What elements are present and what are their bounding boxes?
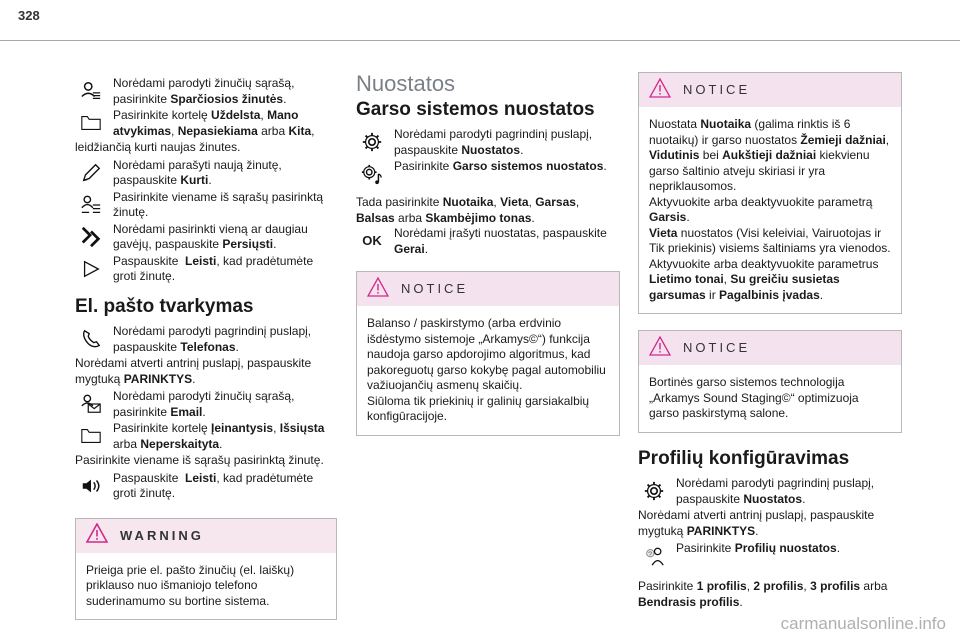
section-title: Nuostatos (356, 71, 456, 96)
instruction-step (75, 254, 337, 285)
column-right (638, 72, 902, 610)
step-text: Norėdami parodyti pagrindinį puslapį, paspauskite Nuostatos. (394, 127, 593, 157)
step-text: Pasirinkite kortelę Įeinantysis, Išsiųsta arba Neperskaityta. (113, 421, 325, 451)
notice-icon (649, 78, 671, 103)
warning-box (75, 518, 337, 621)
warning-text: Prieiga prie el. pašto žinučių (el. laiškų) priklauso nuo išmaniojo telefono suderinamumo su bortine sistema. (86, 562, 295, 608)
tab-icon (75, 108, 107, 138)
text-line: Pasirinkite viename iš sąrašų pasirinktą žinutę. (75, 453, 324, 467)
notice-box (356, 271, 620, 436)
step-text: Pasirinkite Profilių nuostatos. (676, 541, 841, 555)
speaker-icon (75, 471, 107, 501)
instruction-step (356, 159, 620, 189)
notice-label: NOTICE (683, 82, 751, 98)
instruction-step (75, 389, 337, 420)
notice-text: Nuostata Nuotaika (galima rinktis iš 6 nuotaikų) ir garso nuostatos Žemieji dažniai, Vidutinis bei Aukštieji dažniai kiekvienu garso šaltinio atveju skiriasi ir yra nepriklausomos. Aktyvuokite arba deaktyvuokite parametrą Garsis. Vieta nuostatos (Visi keleiviai, Vairuotojas ir Tik priekinis) visiems šaltiniams yra vienodos. Aktyvuokite arba deaktyvuokite parametrus Lietimo tonai, Su greičiu susietas garsumas ir Pagalbinis įvadas. (649, 117, 891, 302)
profiles-icon (638, 541, 670, 571)
step-text: Paspauskite Leisti, kad pradėtumėte groti žinutę. (113, 253, 314, 283)
text-line: Norėdami atverti antrinį puslapį, paspauskite mygtuką PARINKTYS. (638, 508, 875, 538)
instruction-step (356, 127, 620, 158)
notice-text: Balanso / paskirstymo (arba erdvinio išdėstymo sistemoje „Arkamys©“) funkcija naudoja garso apdorojimo algoritmus, kad pakoreguotų garso kokybę pagal automobiliu važiuojančių asmenų skaičių. Siūloma tik priekinių ir galinių garsiakalbių konfigūracijoje. (367, 316, 606, 423)
heading-profiles: Profilių konfigūravimas (638, 447, 850, 469)
notice-box-mood (638, 72, 902, 314)
instruction-step (638, 476, 902, 507)
step-text: Norėdami parodyti žinučių sąrašą, pasirinkite Email. (113, 389, 295, 419)
text-line: Tada pasirinkite Nuotaika, Vieta, Garsas, Balsas arba Skambėjimo tonas. (356, 195, 580, 225)
warning-icon (86, 523, 108, 548)
gear-note-icon (356, 159, 388, 189)
instruction-step (638, 541, 902, 571)
warning-label: WARNING (120, 527, 204, 543)
notice-box-arkamys (638, 330, 902, 433)
instruction-step (75, 158, 337, 189)
svg-text:?: ? (648, 549, 653, 559)
notice-label: NOTICE (683, 340, 751, 356)
instruction-step (75, 324, 337, 355)
heading-sound: Garso sistemos nuostatos (356, 98, 595, 120)
notice-icon (649, 336, 671, 361)
notice-label: NOTICE (401, 281, 469, 297)
tab-icon (75, 421, 107, 451)
notice-icon (367, 277, 389, 302)
forward-icon (75, 222, 107, 252)
email-icon (75, 389, 107, 419)
gear-icon (356, 127, 388, 157)
notice-header (639, 73, 901, 107)
notice-header (357, 272, 619, 306)
text-line: leidžiančią kurti naujas žinutes. (75, 140, 241, 154)
column-middle (356, 71, 620, 436)
step-text: Norėdami pasirinkti vieną ar daugiau gavėjų, paspauskite Persiųsti. (113, 221, 308, 251)
step-text: Norėdami parodyti žinučių sąrašą, pasirinkite Sparčiosios žinutės. (113, 76, 295, 106)
ok-step (356, 226, 620, 257)
watermark: carmanualsonline.info (780, 614, 946, 633)
ok-text: Norėdami įrašyti nuostatas, paspauskite Gerai. (394, 226, 607, 256)
instruction-step (75, 421, 337, 452)
list-select-icon (75, 190, 107, 220)
text-line: Norėdami atverti antrinį puslapį, paspauskite mygtuką PARINKTYS. (75, 356, 312, 386)
gear-icon (638, 476, 670, 506)
step-text: Pasirinkite viename iš sąrašų pasirinktą žinutę. (113, 189, 324, 219)
page-number: 328 (18, 8, 40, 23)
instruction-step (75, 190, 337, 221)
step-text: Norėdami parodyti pagrindinį puslapį, paspauskite Telefonas. (113, 324, 312, 354)
header-rule (0, 40, 960, 41)
heading-email: El. pašto tvarkymas (75, 295, 254, 317)
phone-icon (75, 324, 107, 354)
step-text: Norėdami parašyti naują žinutę, paspauskite Kurti. (113, 157, 282, 187)
pencil-icon (75, 158, 107, 188)
instruction-step (75, 108, 337, 139)
ok-icon: OK (362, 233, 382, 249)
instruction-step (75, 222, 337, 253)
instruction-step (75, 76, 337, 107)
step-text: Paspauskite Leisti, kad pradėtumėte groti žinutę. (113, 470, 314, 500)
step-text: Pasirinkite kortelę Uždelsta, Mano atvykimas, Nepasiekiama arba Kita, (113, 108, 315, 138)
instruction-step (75, 471, 337, 502)
column-left (75, 76, 337, 620)
play-icon (75, 254, 107, 284)
text-line: Pasirinkite 1 profilis, 2 profilis, 3 profilis arba Bendrasis profilis. (638, 579, 888, 609)
notice-text: Bortinės garso sistemos technologija „Arkamys Sound Staging©“ optimizuoja garso paskirstymą salone. (649, 375, 859, 420)
notice-header (639, 331, 901, 365)
warning-header (76, 519, 336, 553)
step-text: Norėdami parodyti pagrindinį puslapį, paspauskite Nuostatos. (676, 476, 875, 506)
step-text: Pasirinkite Garso sistemos nuostatos. (394, 159, 607, 173)
messages-icon (75, 76, 107, 106)
